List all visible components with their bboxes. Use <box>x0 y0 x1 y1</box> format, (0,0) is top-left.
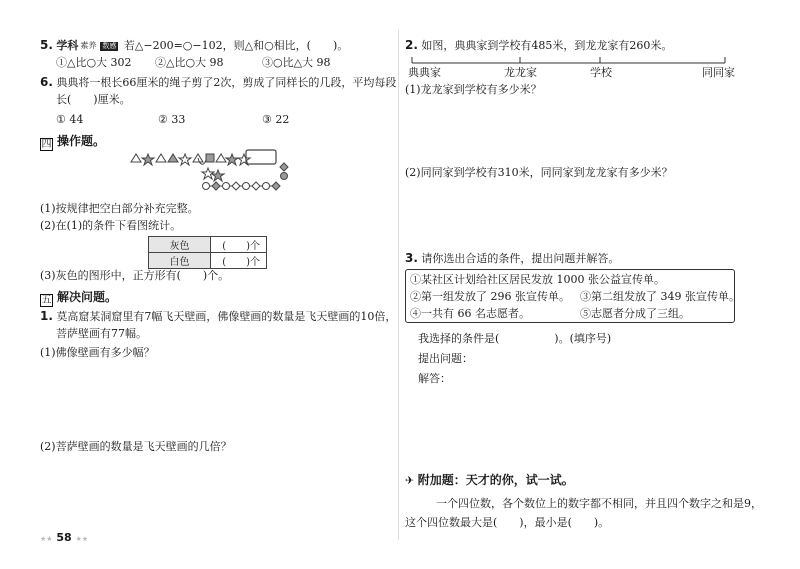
chosen-conditions: 我选择的条件是( )。(填序号) <box>418 332 612 345</box>
column-divider <box>398 30 399 540</box>
question-5-text: 若△−200=○−102，则△和○相比，( )。 <box>123 39 349 52</box>
operation-step-3: (3)灰色的图形中，正方形有( )个。 <box>40 269 230 282</box>
bonus-line-1: 一个四位数，各个数位上的数字都不相同，并且四个数字之和是9， <box>436 497 762 510</box>
diamond-shape <box>232 182 240 190</box>
place-label-longlong: 龙龙家 <box>504 66 537 79</box>
condition-3[interactable]: ③第二组发放了 349 张宣传单。 <box>580 290 740 303</box>
problem-1: 1. 莫高窟某洞窟里有7幅飞天壁画，佛像壁画的数量是飞天壁画的10倍， <box>40 309 397 323</box>
star-decoration-icon: ★★ <box>75 535 89 543</box>
place-label-tongtong: 同同家 <box>702 66 735 79</box>
circle-shape <box>223 183 230 190</box>
triangle-shape <box>168 154 178 162</box>
square-shape <box>206 154 214 162</box>
q5-option-1: ①△比○大 302 <box>56 56 132 69</box>
section-4-badge: 四 <box>41 139 52 150</box>
problem-2-q2: (2)同同家到学校有310米，同同家到龙龙家有多少米？ <box>405 166 673 179</box>
bonus-heading: ✈ 附加题：天才的你，试一试。 <box>405 473 574 487</box>
section-5-heading: 五 解决问题。 <box>41 290 118 306</box>
table-row <box>149 253 267 269</box>
condition-4[interactable]: ④一共有 66 名志愿者。 <box>410 307 530 320</box>
table-label-white: 白色 <box>149 253 211 269</box>
blank-box <box>246 150 276 164</box>
diamond-shape <box>272 182 280 190</box>
problem-2-q1: (1)龙龙家到学校有多少米？ <box>405 83 542 96</box>
star-shape <box>226 154 238 165</box>
q6-option-1: ① 44 <box>56 113 84 126</box>
bonus-line-2: 这个四位数最大是( )，最小是( )。 <box>405 516 610 529</box>
q5-option-2: ②△比○大 98 <box>155 56 224 69</box>
color-count-table <box>148 236 267 269</box>
page-number: ★★ 58 ★★ <box>40 531 89 544</box>
circle-shape <box>243 183 250 190</box>
problem-1-line2: 菩萨壁画有77幅。 <box>56 327 147 340</box>
table-value-gray[interactable]: ( )个 <box>211 237 267 253</box>
problem-1-q1: (1)佛像壁画有多少幅？ <box>40 346 155 359</box>
problem-3: 3. 请你选出合适的条件，提出问题并解答。 <box>405 251 620 265</box>
brand-label: 学科 <box>56 39 79 52</box>
triangle-shape <box>131 154 141 162</box>
table-value-white[interactable]: ( )个 <box>211 253 267 269</box>
operation-step-2: (2)在(1)的条件下看图统计。 <box>40 219 182 232</box>
table-row <box>149 237 267 253</box>
section-5-badge: 五 <box>41 295 52 306</box>
problem-2: 2. 如图，典典家到学校有485米，到龙龙家有260米。 <box>405 38 673 52</box>
triangle-shape <box>156 154 166 162</box>
circle-shape <box>263 183 270 190</box>
ask-question-label: 提出问题： <box>418 352 473 365</box>
section-4-heading: 四 操作题。 <box>41 134 106 150</box>
q5-option-3: ③○比△大 98 <box>262 56 331 69</box>
operation-step-1: (1)按规律把空白部分补充完整。 <box>40 202 199 215</box>
answer-label: 解答： <box>418 372 451 385</box>
question-6-line2: 长( )厘米。 <box>56 93 131 106</box>
diamond-shape <box>252 182 260 190</box>
condition-2[interactable]: ②第一组发放了 296 张宣传单。 <box>410 290 570 303</box>
rocket-icon: ✈ <box>405 474 415 487</box>
brand-sub: 素养 <box>80 41 97 50</box>
problem-1-q2: (2)菩萨壁画的数量是飞天壁画的几倍？ <box>40 440 232 453</box>
circle-shape <box>203 183 210 190</box>
place-label-diandian: 典典家 <box>408 66 441 79</box>
triangle-shape <box>216 154 226 162</box>
star-shape <box>238 154 250 165</box>
pattern-figure <box>128 146 298 196</box>
distance-line-diagram <box>410 55 730 69</box>
q6-option-2: ② 33 <box>158 113 186 126</box>
star-shape <box>179 154 191 165</box>
star-shape <box>142 154 154 165</box>
question-6: 6. 典典将一根长66厘米的绳子剪了2次，剪成了同样长的几段，平均每段 <box>40 75 397 89</box>
question-5: 5. 学科 素养 数感 若△−200=○−102，则△和○相比，( )。 <box>40 38 349 52</box>
condition-5[interactable]: ⑤志愿者分成了三组。 <box>580 307 690 320</box>
brand-tag: 数感 <box>102 42 117 50</box>
diamond-shape <box>212 182 220 190</box>
circle-shape <box>281 173 288 180</box>
diamond-shape <box>280 163 288 171</box>
q6-option-3: ③ 22 <box>262 113 290 126</box>
table-label-gray: 灰色 <box>149 237 211 253</box>
condition-1[interactable]: ①某社区计划给社区居民发放 1000 张公益宣传单。 <box>410 273 665 286</box>
star-decoration-icon: ★★ <box>40 535 53 543</box>
place-label-school: 学校 <box>590 66 612 79</box>
